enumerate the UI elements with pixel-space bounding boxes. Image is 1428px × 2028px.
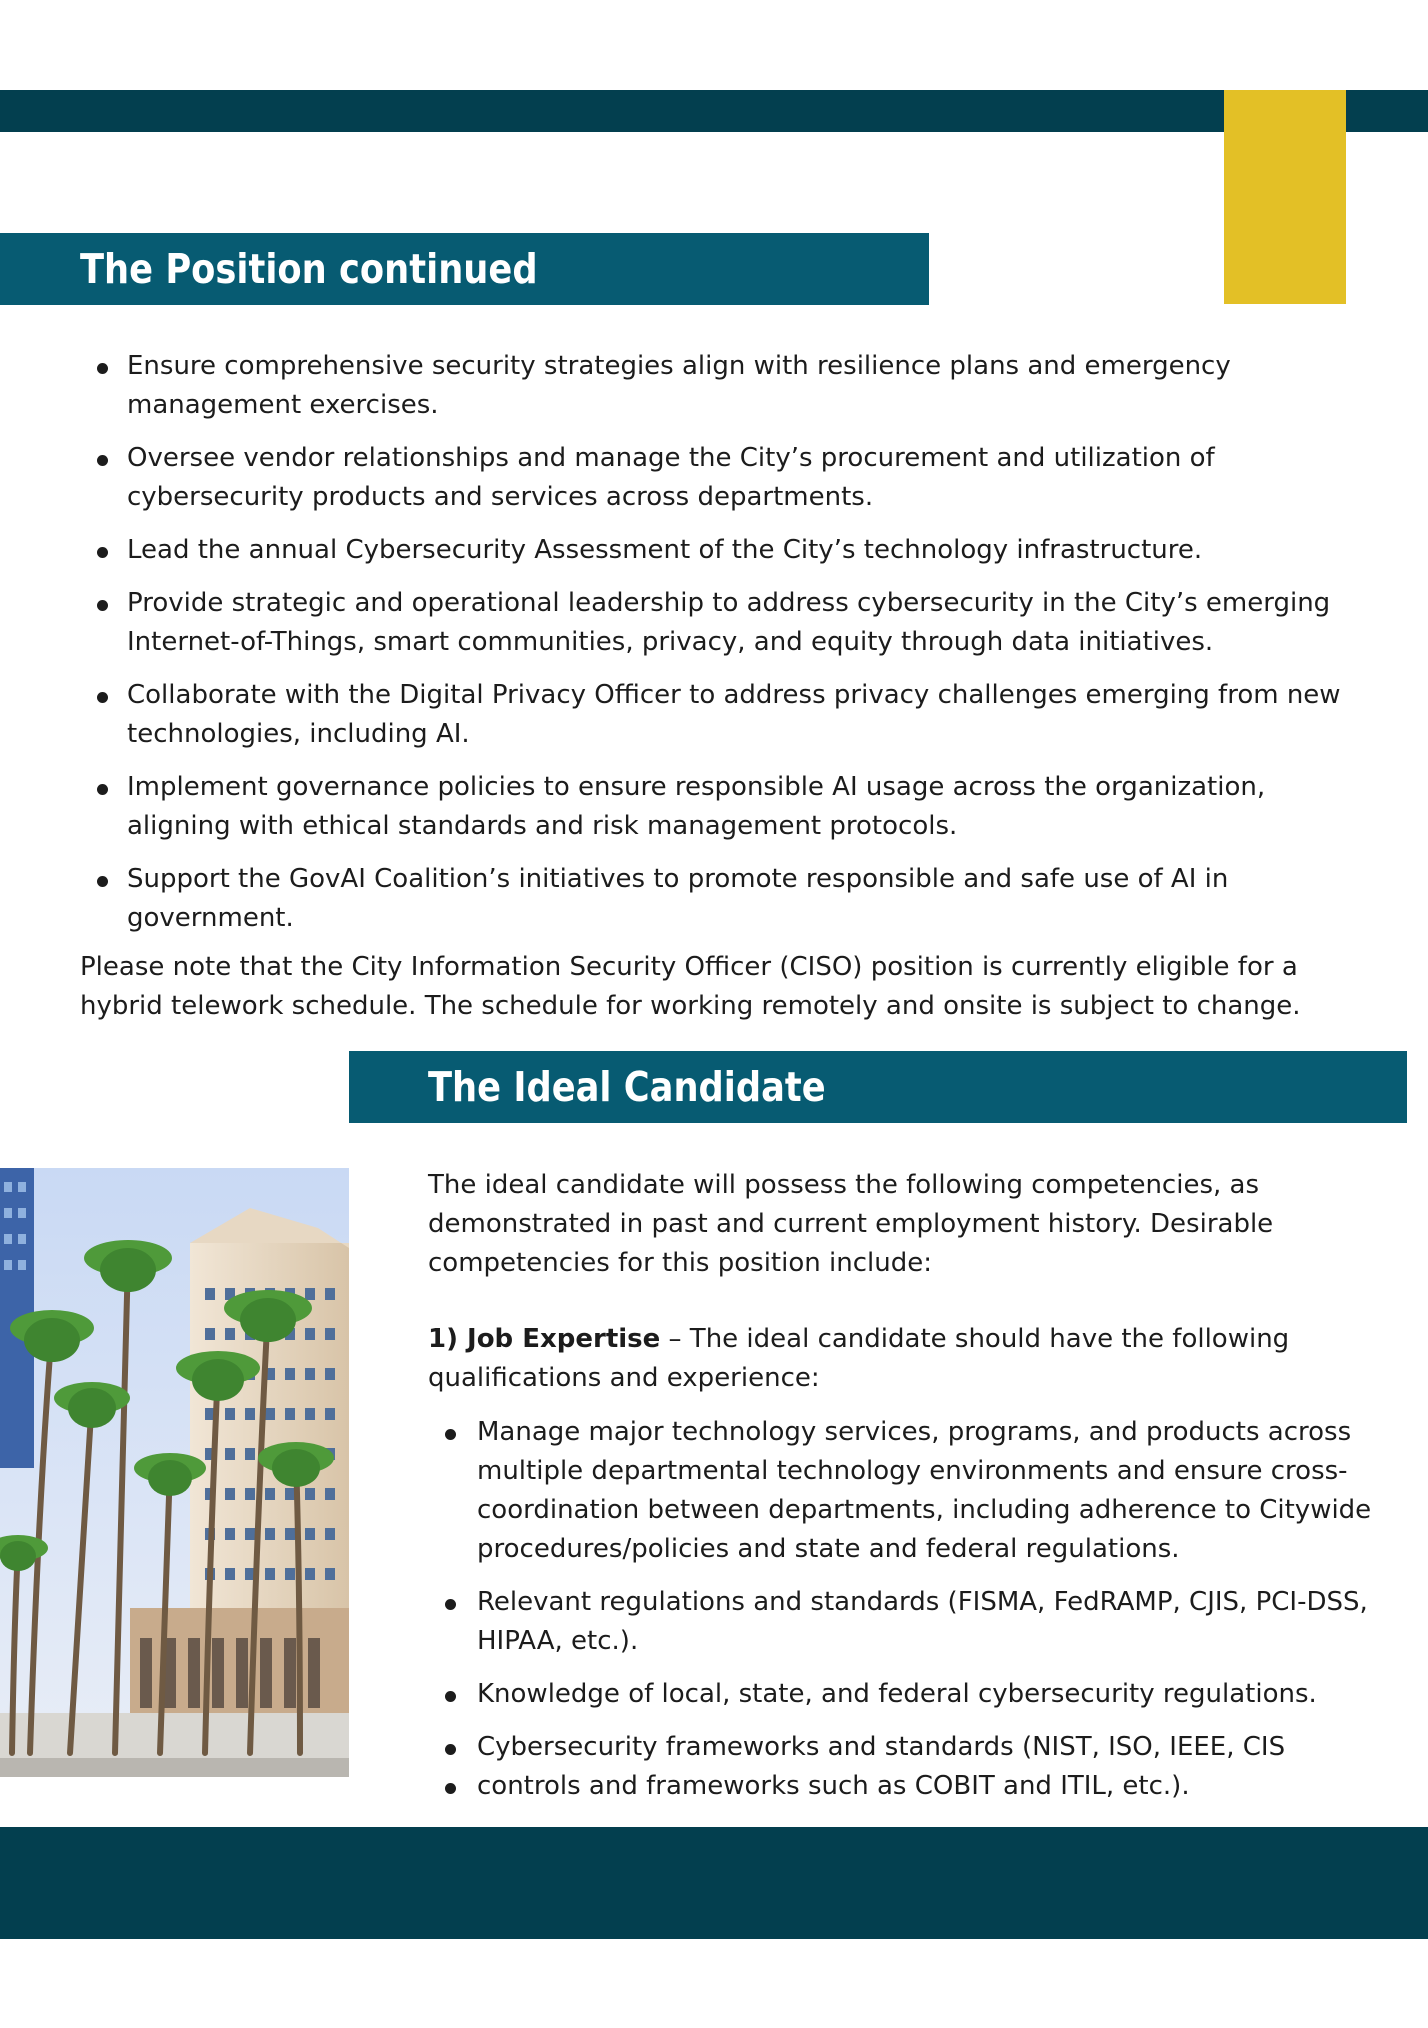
list-item: Collaborate with the Digital Privacy Officer to address privacy challenges emerging from new technologies, including AI.: [127, 676, 1347, 754]
list-item: Oversee vendor relationships and manage the City’s procurement and utilization of cybersecurity products and services across departments.: [127, 439, 1347, 517]
palm-trees-hotel-photo: [0, 1168, 349, 1777]
list-item: Lead the annual Cybersecurity Assessment of the City’s technology infrastructure.: [127, 531, 1347, 570]
list-item: Support the GovAI Coalition’s initiatives to promote responsible and safe use of AI in government.: [127, 860, 1347, 938]
top-bar: [0, 90, 1428, 132]
accent-block: [1224, 90, 1346, 304]
list-item: Ensure comprehensive security strategies align with resilience plans and emergency management exercises.: [127, 347, 1347, 425]
section-title-ideal-candidate: The Ideal Candidate: [428, 1063, 826, 1111]
list-item: controls and frameworks such as COBIT and ITIL, etc.).: [477, 1767, 1382, 1806]
section-banner-ideal-candidate: [349, 1051, 1407, 1123]
list-item: Cybersecurity frameworks and standards (NIST, ISO, IEEE, CIS: [477, 1728, 1382, 1767]
list-item: Manage major technology services, programs, and products across multiple departmental technology environments and ensure cross-coordination between departments, including adherence to Citywide procedures/policies and state and federal regulations.: [477, 1413, 1382, 1569]
list-item: Relevant regulations and standards (FISMA, FedRAMP, CJIS, PCI-DSS, HIPAA, etc.).: [477, 1583, 1382, 1661]
expertise-bullet-list: [477, 1413, 1382, 1820]
ideal-candidate-intro: The ideal candidate will possess the following competencies, as demonstrated in past and current employment history. Desirable competencies for this position include:: [428, 1170, 1274, 1278]
list-item: Knowledge of local, state, and federal cybersecurity regulations.: [477, 1675, 1382, 1714]
job-expertise-paragraph: [428, 1320, 1368, 1398]
section-title-position: The Position continued: [80, 245, 538, 293]
list-item: Implement governance policies to ensure responsible AI usage across the organization, aligning with ethical standards and risk management protocols.: [127, 768, 1347, 846]
job-expertise-heading: 1) Job Expertise: [428, 1324, 661, 1354]
section-banner-position: [0, 233, 929, 305]
list-item: Provide strategic and operational leadership to address cybersecurity in the City’s emerging Internet-of-Things, smart communities, privacy, and equity through data initiatives.: [127, 584, 1347, 662]
bottom-bar: [0, 1827, 1428, 1939]
telework-note: Please note that the City Information Security Officer (CISO) position is currently eligible for a hybrid telework schedule. The schedule for working remotely and onsite is subject to change.: [80, 952, 1301, 1021]
position-bullet-list: [127, 347, 1347, 952]
job-expertise-text: – The ideal candidate should have the following qualifications and experience:: [428, 1324, 1290, 1393]
